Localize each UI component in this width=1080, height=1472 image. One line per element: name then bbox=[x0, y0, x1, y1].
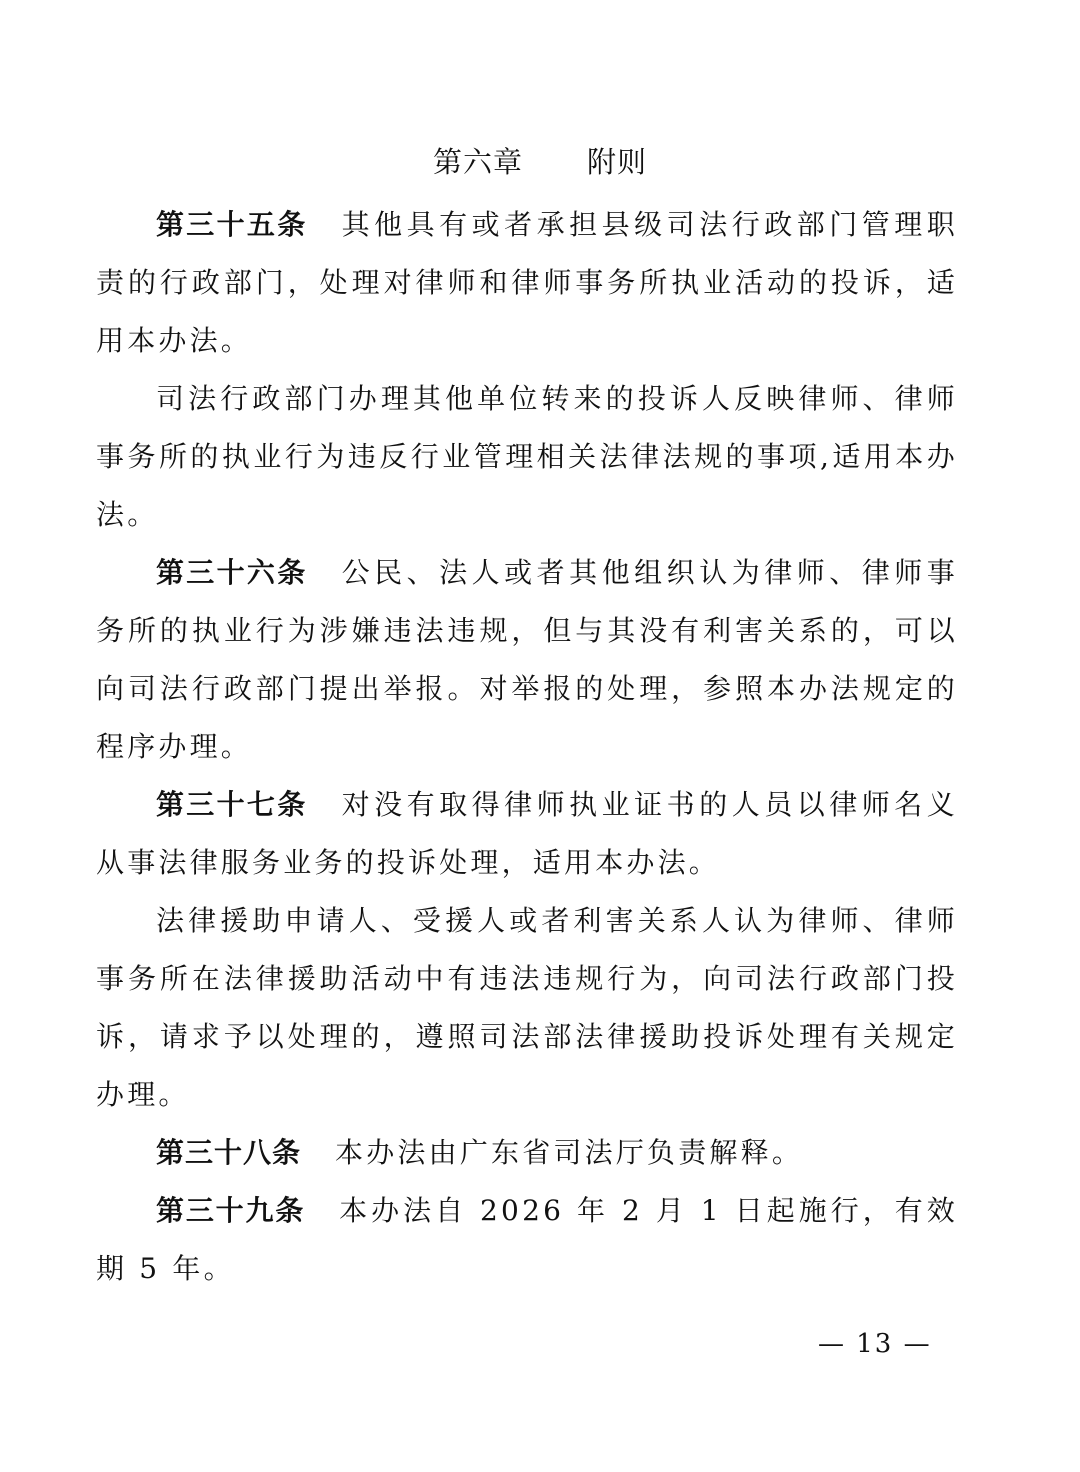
article-number: 第三十六条 bbox=[156, 556, 308, 589]
paragraph-text: 司法行政部门办理其他单位转来的投诉人反映律师、律师事务所的执业行为违反行业管理相关法律法规的事项,适用本办法。 bbox=[96, 382, 958, 531]
article-text: 其他具有或者承担县级司法行政部门管理职责的行政部门，处理对律师和律师事务所执业活动的投诉，适用本办法。 bbox=[96, 208, 958, 357]
article-35-paragraph bbox=[96, 196, 958, 370]
chapter-number: 第六章 bbox=[432, 145, 523, 179]
article-number: 第三十七条 bbox=[156, 788, 308, 821]
chapter-title: 附则 bbox=[587, 145, 648, 179]
article-text: 本办法由广东省司法厅负责解释。 bbox=[335, 1136, 804, 1169]
article-39-paragraph bbox=[96, 1182, 958, 1298]
chapter-heading bbox=[0, 140, 1080, 184]
page-number: — 13 — bbox=[818, 1329, 932, 1359]
article-36-paragraph bbox=[96, 544, 958, 776]
document-body bbox=[96, 196, 958, 1298]
article-text: 公民、法人或者其他组织认为律师、律师事务所的执业行为涉嫌违法违规，但与其没有利害关系的，可以向司法行政部门提出举报。对举报的处理，参照本办法规定的程序办理。 bbox=[96, 556, 958, 763]
article-text: 对没有取得律师执业证书的人员以律师名义从事法律服务业务的投诉处理，适用本办法。 bbox=[96, 788, 958, 879]
article-38-paragraph bbox=[96, 1124, 958, 1182]
paragraph-text: 法律援助申请人、受援人或者利害关系人认为律师、律师事务所在法律援助活动中有违法违规行为，向司法行政部门投诉，请求予以处理的，遵照司法部法律援助投诉处理有关规定办理。 bbox=[96, 904, 958, 1111]
article-text: 本办法自 2026 年 2 月 1 日起施行，有效期 5 年。 bbox=[96, 1194, 958, 1285]
article-number: 第三十八条 bbox=[156, 1136, 302, 1169]
article-37-subparagraph bbox=[96, 892, 958, 1124]
article-number: 第三十五条 bbox=[156, 208, 308, 241]
article-number: 第三十九条 bbox=[156, 1194, 306, 1227]
article-37-paragraph bbox=[96, 776, 958, 892]
article-35-subparagraph bbox=[96, 370, 958, 544]
